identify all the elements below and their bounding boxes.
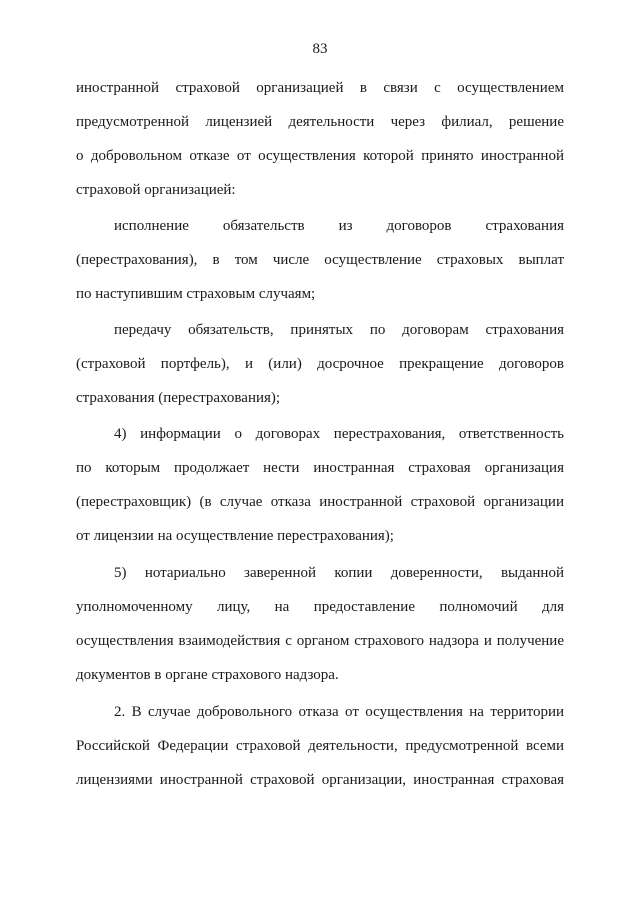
- text-line: страховой организацией:: [76, 182, 236, 198]
- paragraph-4: [76, 424, 564, 546]
- text-line: уполномоченному лицу, на предоставление полномочий для: [76, 599, 564, 615]
- paragraph-2: [76, 216, 564, 304]
- text-line: передачу обязательств, принятых по договорам страхования: [114, 322, 564, 338]
- text-line: страхования (перестрахования);: [76, 390, 281, 406]
- text-line: исполнение обязательств из договоров страхования: [114, 218, 564, 234]
- paragraph-6: [76, 702, 564, 790]
- text-line: иностранной страховой организацией в связи с осуществлением: [76, 80, 564, 96]
- text-line: от лицензии на осуществление перестрахования);: [76, 528, 394, 544]
- paragraph-1: [76, 78, 564, 200]
- text-line: осуществления взаимодействия с органом страхового надзора и получение: [76, 633, 564, 649]
- text-line: по которым продолжает нести иностранная страховая организация: [76, 460, 564, 476]
- text-line: предусмотренной лицензией деятельности через филиал, решение: [76, 114, 564, 130]
- text-line: 4) информации о договорах перестрахования, ответственность: [114, 426, 564, 442]
- text-line: (перестраховщик) (в случае отказа иностранной страховой организации: [76, 494, 564, 510]
- paragraph-3: [76, 320, 564, 408]
- text-line: документов в органе страхового надзора.: [76, 667, 339, 683]
- text-line: (перестрахования), в том числе осуществление страховых выплат: [76, 252, 564, 268]
- text-line: лицензиями иностранной страховой организации, иностранная страховая: [76, 772, 564, 788]
- text-line: 5) нотариально заверенной копии доверенности, выданной: [114, 565, 564, 581]
- text-line: (страховой портфель), и (или) досрочное прекращение договоров: [76, 356, 564, 372]
- text-line: о добровольном отказе от осуществления которой принято иностранной: [76, 148, 564, 164]
- text-line: по наступившим страховым случаям;: [76, 286, 316, 302]
- text-line: Российской Федерации страховой деятельности, предусмотренной всеми: [76, 738, 564, 754]
- text-line: 2. В случае добровольного отказа от осуществления на территории: [114, 704, 564, 720]
- paragraph-5: [76, 563, 564, 685]
- page-number: 83: [312, 41, 328, 57]
